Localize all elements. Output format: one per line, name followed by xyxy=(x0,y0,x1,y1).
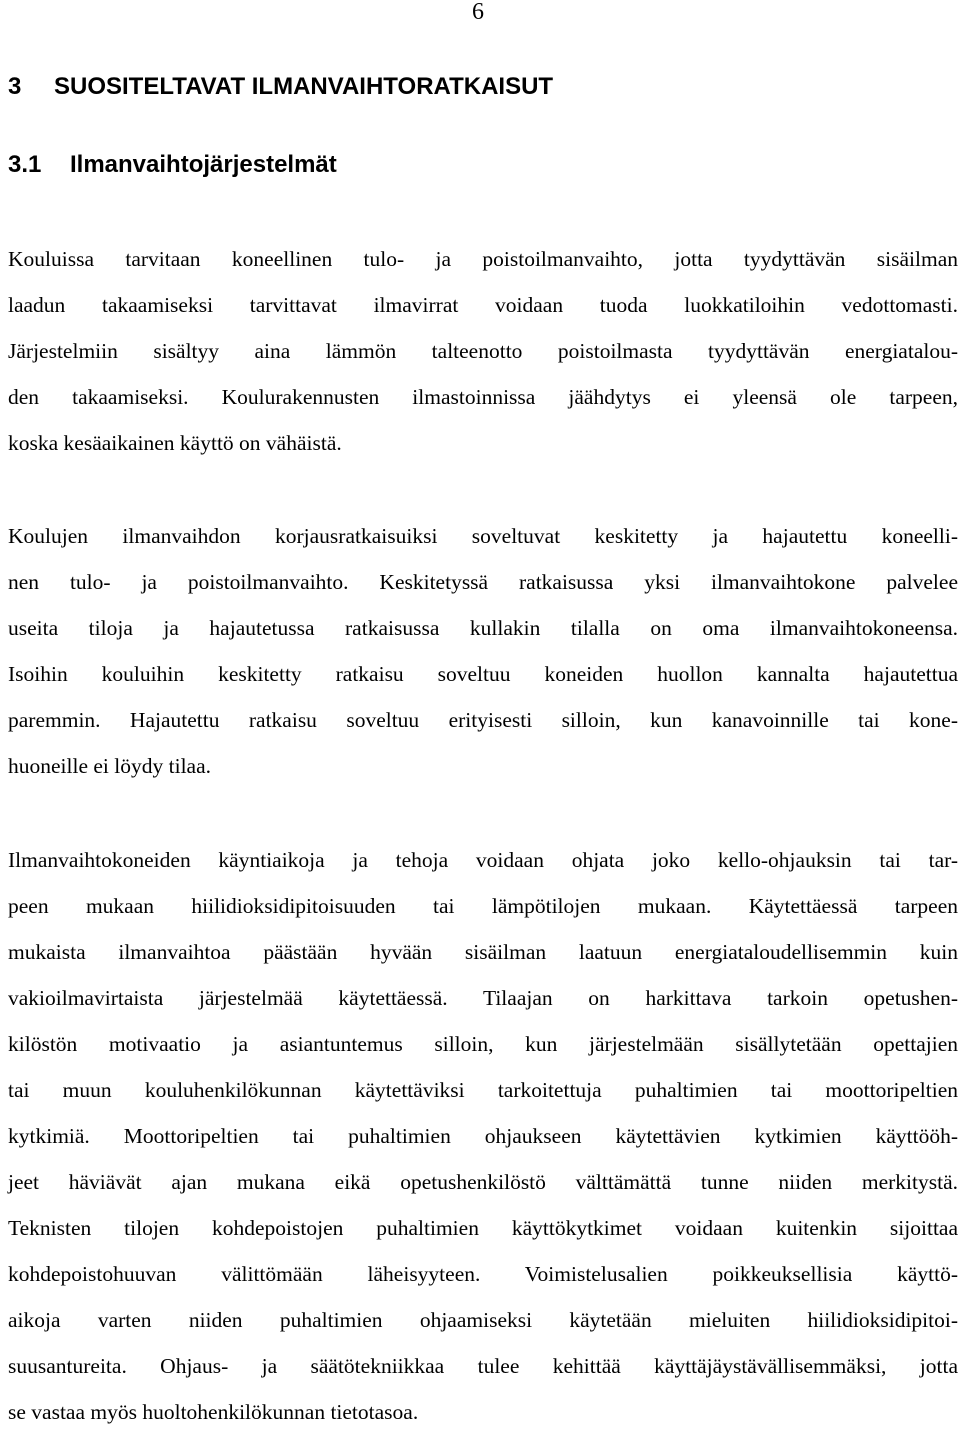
paragraph-line: Isoihin kouluihin keskitetty ratkaisu soveltuu koneiden huollon kannalta hajautettua xyxy=(8,662,958,686)
paragraph-line: Koulujen ilmanvaihdon korjausratkaisuiksi soveltuvat keskitetty ja hajautettu koneelli- xyxy=(8,524,958,548)
paragraph-2 xyxy=(8,513,958,789)
paragraph-line: aikoja varten niiden puhaltimien ohjaamiseksi käytetään mieluiten hiilidioksidipitoi- xyxy=(8,1308,958,1332)
paragraph-line: paremmin. Hajautettu ratkaisu soveltuu erityisesti silloin, kun kanavoinnille tai kone- xyxy=(8,708,958,732)
paragraph-line: laadun takaamiseksi tarvittavat ilmavirrat voidaan tuoda luokkatiloihin vedottomasti. xyxy=(8,293,958,317)
paragraph-line: kilöstön motivaatio ja asiantuntemus silloin, kun järjestelmään sisällytetään opettajien xyxy=(8,1032,958,1056)
paragraph-line: nen tulo- ja poistoilmanvaihto. Keskitetyssä ratkaisussa yksi ilmanvaihtokone palvelee xyxy=(8,570,958,594)
paragraph-line: Teknisten tilojen kohdepoistojen puhaltimien käyttökytkimet voidaan kuitenkin sijoittaa xyxy=(8,1216,958,1240)
subsection-title: Ilmanvaihtojärjestelmät xyxy=(70,151,337,178)
paragraph-line: Ilmanvaihtokoneiden käyntiaikoja ja tehoja voidaan ohjata joko kello-ohjauksin tai tar- xyxy=(8,848,958,872)
paragraph-line: jeet häviävät ajan mukana eikä opetushenkilöstö välttämättä tunne niiden merkitystä. xyxy=(8,1170,958,1194)
paragraph-line: Kouluissa tarvitaan koneellinen tulo- ja poistoilmanvaihto, jotta tyydyttävän sisäilman xyxy=(8,247,958,271)
section-heading xyxy=(8,72,553,102)
paragraph-line: useita tiloja ja hajautetussa ratkaisussa kullakin tilalla on oma ilmanvaihtokoneensa. xyxy=(8,616,958,640)
paragraph-line: huoneille ei löydy tilaa. xyxy=(8,754,212,778)
subsection-number: 3.1 xyxy=(8,151,42,178)
paragraph-line: suusantureita. Ohjaus- ja säätötekniikkaa tulee kehittää käyttäjäystävällisemmäksi, jotta xyxy=(8,1354,958,1378)
subsection-heading xyxy=(8,150,337,180)
page-number: 6 xyxy=(472,0,484,25)
paragraph-line: Järjestelmiin sisältyy aina lämmön talteenotto poistoilmasta tyydyttävän energiatalou- xyxy=(8,339,958,363)
paragraph-line: se vastaa myös huoltohenkilökunnan tietotasoa. xyxy=(8,1400,419,1424)
paragraph-1 xyxy=(8,236,958,466)
paragraph-line: kohdepoistohuuvan välittömään läheisyyteen. Voimistelusalien poikkeuksellisia käyttö- xyxy=(8,1262,958,1286)
paragraph-line: kytkimiä. Moottoripeltien tai puhaltimien ohjaukseen käytettävien kytkimien käyttööh- xyxy=(8,1124,958,1148)
paragraph-line: den takaamiseksi. Koulurakennusten ilmastoinnissa jäähdytys ei yleensä ole tarpeen, xyxy=(8,385,958,409)
paragraph-3 xyxy=(8,837,958,1435)
paragraph-line: vakioilmavirtaista järjestelmää käytettäessä. Tilaajan on harkittava tarkoin opetushen- xyxy=(8,986,958,1010)
section-number: 3 xyxy=(8,73,22,100)
paragraph-line: peen mukaan hiilidioksidipitoisuuden tai lämpötilojen mukaan. Käytettäessä tarpeen xyxy=(8,894,958,918)
paragraph-line: koska kesäaikainen käyttö on vähäistä. xyxy=(8,431,342,455)
section-title: SUOSITELTAVAT ILMANVAIHTORATKAISUT xyxy=(54,73,554,100)
paragraph-line: mukaista ilmanvaihtoa päästään hyvään sisäilman laatuun energiataloudellisemmin kuin xyxy=(8,940,958,964)
paragraph-line: tai muun kouluhenkilökunnan käytettäviksi tarkoitettuja puhaltimien tai moottoripeltien xyxy=(8,1078,958,1102)
